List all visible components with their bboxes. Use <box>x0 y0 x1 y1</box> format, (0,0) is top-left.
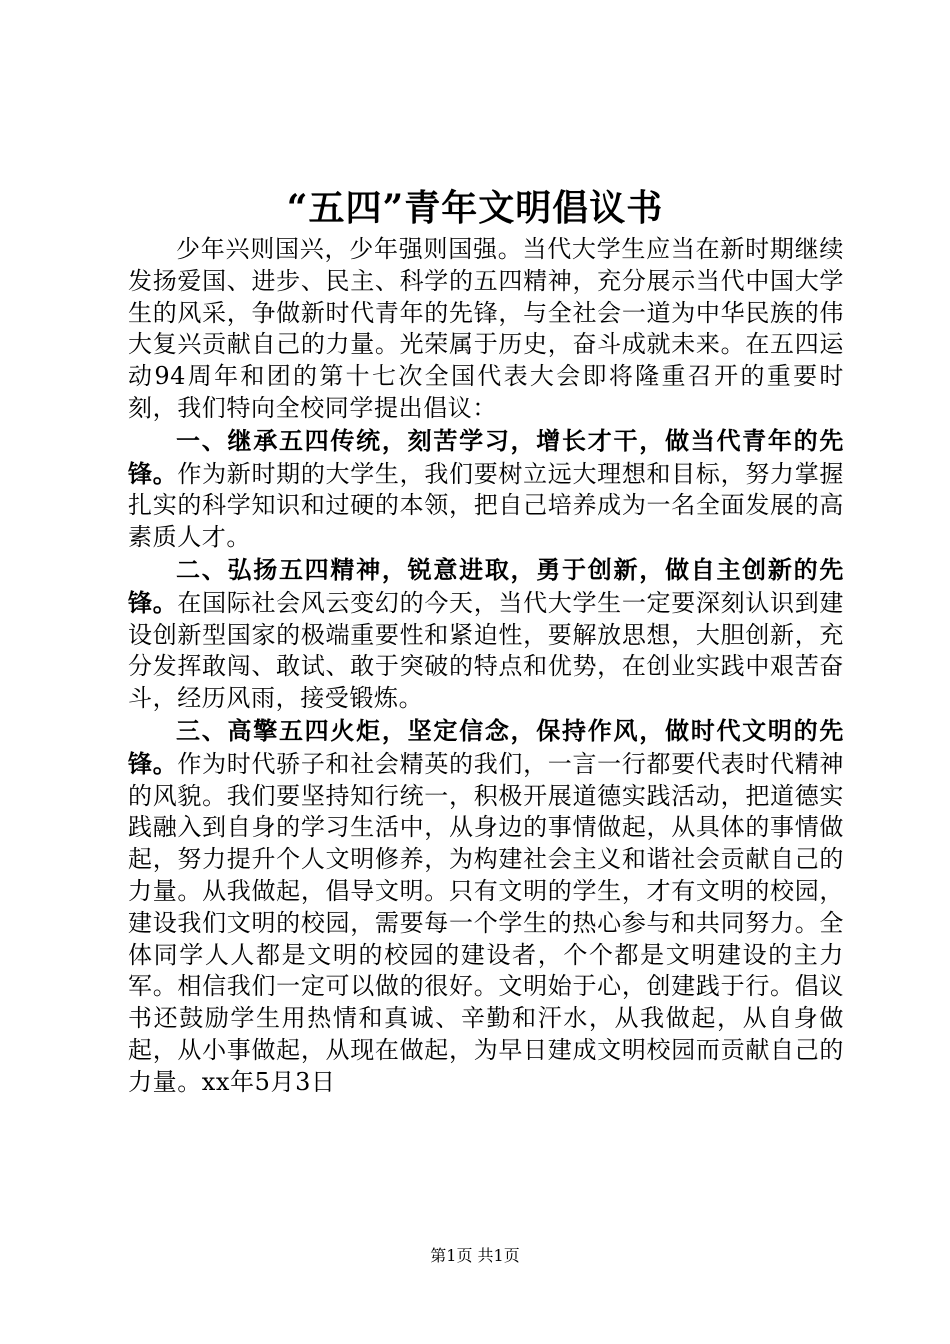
section-paragraph-1 <box>128 425 844 554</box>
section-paragraph-2 <box>128 554 844 715</box>
section-paragraph-3 <box>128 715 844 1099</box>
document-title: “五四”青年文明倡议书 <box>286 187 664 229</box>
document-body <box>128 234 844 1099</box>
section-heading-1: 一、继承五四传统，刻苦学习，增长才干，做当代青年的先锋。 <box>128 425 844 488</box>
section-body-2: 在国际社会风云变幻的今天，当代大学生一定要深刻认识到建设创新型国家的极端重要性和紧迫性，要解放思想，大胆创新，充分发挥敢闯、敢试、敢于突破的特点和优势，在创业实践中艰苦奋斗，经历风雨，接受锻炼。 <box>128 588 844 713</box>
page-number-footer: 第1页 共1页 <box>430 1246 520 1265</box>
section-heading-3: 三、高擎五四火炬，坚定信念，保持作风，做时代文明的先锋。 <box>128 715 844 778</box>
intro-paragraph: 少年兴则国兴，少年强则国强。当代大学生应当在新时期继续发扬爱国、进步、民主、科学的五四精神，充分展示当代中国大学生的风采，争做新时代青年的先锋，与全社会一道为中华民族的伟大复兴贡献自己的力量。光荣属于历史，奋斗成就未来。在五四运动94周年和团的第十七次全国代表大会即将隆重召开的重要时刻，我们特向全校同学提出倡议： <box>128 235 844 422</box>
section-body-1: 作为新时期的大学生，我们要树立远大理想和目标，努力掌握扎实的科学知识和过硬的本领，把自己培养成为一名全面发展的高素质人才。 <box>128 459 844 552</box>
section-body-3: 作为时代骄子和社会精英的我们，一言一行都要代表时代精神的风貌。我们要坚持知行统一，积极开展道德实践活动，把道德实践融入到自身的学习生活中，从身边的事情做起，从具体的事情做起，努力提升个人文明修养，为构建社会主义和谐社会贡献自己的力量。从我做起，倡导文明。只有文明的学生，才有文明的校园，建设我们文明的校园，需要每一个学生的热心参与和共同努力。全体同学人人都是文明的校园的建设者，个个都是文明建设的主力军。相信我们一定可以做的很好。文明始于心，创建践于行。倡议书还鼓励学生用热情和真诚、辛勤和汗水，从我做起，从自身做起，从小事做起，从现在做起，为早日建成文明校园而贡献自己的力量。xx年5月3日 <box>128 749 844 1096</box>
section-heading-2: 二、弘扬五四精神，锐意进取，勇于创新，做自主创新的先锋。 <box>128 554 844 617</box>
